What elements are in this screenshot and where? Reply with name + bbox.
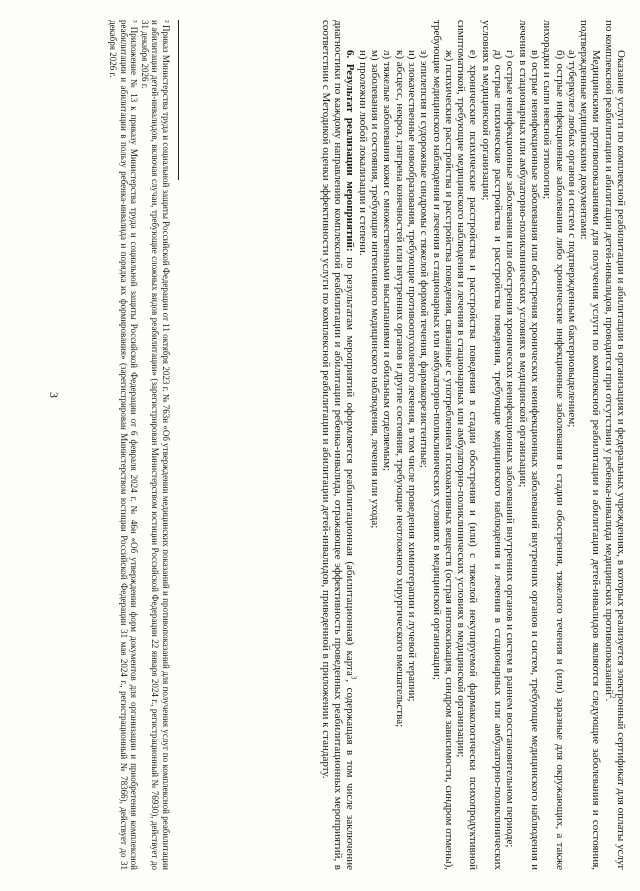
list-item-d: д) острые психические расстройства и расстройства поведения, требующие медицинского наблюдения и лечения в стационарных или амбулаторно-поликлинических условиях в медицинской организации; — [479, 20, 505, 870]
main-text — [320, 20, 627, 870]
list-item-l: л) тяжелые заболевания кожи с множественными высыпаниями и обильным отделяемым; — [381, 50, 394, 472]
list-item-z: з) эпилепсия и судорожные синдромы с тяжелой формой течения, фармакорезистентные; — [418, 50, 431, 468]
list-item-zh: ж) психические расстройства и расстройства поведения, связанные с употреблением психоактивных веществ (острая интоксикация, синдром зависимости, синдром отмены), требующие медицинского наблюдения и лечения в стационарных или амбулаторно-поликлинических условиях в медицинской организации; — [430, 20, 455, 870]
list-item-k: к) абсцесс, некроз, гангрена конечностей или внутренних органов и другие состояния, требующие неотложного хирургического вмешательства; — [393, 50, 406, 728]
footnote-3: ³ Приложение № 13 к приказу Министерства труда и социальной защиты Российской Федерации от 6 февраля 2024 г. № 46н «Об утверждении форм документов для организации и приобретения комплексной реабилитации и абилитации в пользу ребенка-инвалида и порядка их формирования» (зарегистрирован Министерством юстиции Российской Федерации 31 мая 2024 г., регистрационный № 78366), действует до 31 декабря 2026 г. — [108, 20, 140, 870]
list-item-g: г) острые неинфекционные заболевания или обострения хронических неинфекционных заболеваний внутренних органов и систем в раннем восстановительном периоде; — [504, 50, 517, 848]
list-item-n: н) пролежни любой локализации и степени. — [356, 50, 369, 256]
intro-end: . — [602, 698, 615, 702]
page-number: 3 — [47, 392, 61, 398]
result-text-b: , содержащая в том числе заключение диагностики по каждому направлению комплексной реабилитации и абилитации ребенка-инвалида, отражающее эффективность проведенных реабилитационных мероприятий, в соответствии с Методикой оценки эффективности услуги по комплексной реабилитации и абилитации детей-инвалидов, приведенной в приложении к стандарту. — [319, 20, 357, 870]
list-item-v: в) острые неинфекционные заболевания или обострения хронических неинфекционных заболеваний внутренних органов и систем, требующие медицинского наблюдения и лечения в стационарных или амбулаторно-поликлинических условиях в медицинской организации; — [516, 20, 541, 870]
list-item-m: м) заболевания и состояния, требующие интенсивного медицинского наблюдения, лечения или ухода; — [369, 50, 382, 529]
intro-text: Оказание услуги по комплексной реабилитации и абилитации в организациях и федеральных учреждениях, в которых реализуется электронный сертификат для оплаты услуг по комплексной реабилитации и абилитации детей-инвалидов, проводится при отсутствии у ребенка-инвалида медицинских противопоказаний — [602, 20, 627, 870]
footnote-ref-2[interactable]: 2 — [608, 695, 617, 699]
list-item-a: а) туберкулез любых органов и систем с подтвержденным бактериовыделением; — [565, 50, 578, 428]
list-item-b: б) острые инфекционные заболевания либо хронические инфекционные заболевания в стадии обострения, тяжелого течения и (или) заразные для окружающих, а также лихорадки и сыпи неясной этиологии; — [541, 20, 566, 870]
result-text-a: по результатам мероприятий оформляется реабилитационная (абилитационная) карта — [344, 251, 357, 676]
list-item-i: и) злокачественные новообразования, требующие противоопухолевого лечения, в том числе проведения химиотерапии и лучевой терапии; — [405, 50, 418, 702]
result-paragraph — [320, 20, 357, 870]
intro-paragraph — [602, 20, 627, 870]
section-6-heading: 6. Результат реализации мероприятий: — [344, 50, 357, 252]
contraindications-paragraph: Медицинскими противопоказаниями для получения услуги по комплексной реабилитации и абилитации детей-инвалидов являются следующие заболевания и состояния, подтвержденные медицинскими документами: — [578, 20, 603, 870]
list-item-e: е) хронические психические расстройства и расстройства поведения в стадии обострения и (или) с тяжелой некупируемой фармакологически психопродуктивной симптоматикой, требующие медицинского наблюдения и лечения в стационарных или амбулаторно-поликлинических условиях в медицинской организации; — [455, 20, 480, 870]
footnote-divider — [178, 20, 179, 180]
rotated-page-content — [72, 20, 627, 870]
footnotes — [108, 20, 171, 870]
footnote-ref-3[interactable]: 3 — [350, 675, 359, 680]
footnote-2: ² Приказ Министерства труда и социальной защиты Российской Федерации от 11 октября 2023 г. № 763н «Об утверждении медицинских показаний и противопоказаний для получения услуг по комплексной реабилитации и абилитации детей-инвалидов, включая случаи, требующие сложных видов реабилитации» (зарегистрирован Министерством юстиции Российской Федерации 22 января 2024 г., регистрационный № 76930), действует до 31 декабря 2026 г. — [140, 20, 171, 870]
